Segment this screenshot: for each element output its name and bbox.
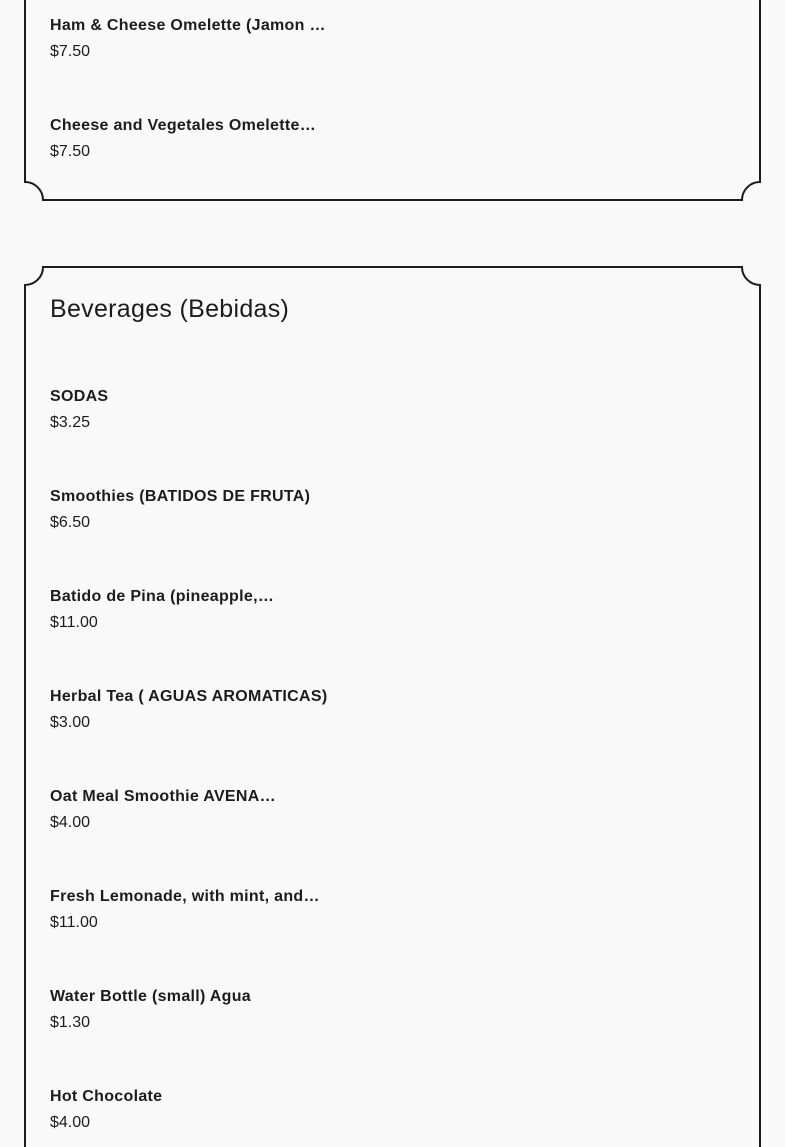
menu-item-price: $11.00 <box>50 914 98 931</box>
menu-item-price: $11.00 <box>50 614 98 631</box>
menu-item-price: $7.50 <box>50 143 91 160</box>
menu-item-price: $4.00 <box>50 814 91 831</box>
menu-item-name[interactable]: Batido de Pina (pineapple,… <box>50 588 275 605</box>
menu-item-name[interactable]: Fresh Lemonade, with mint, and… <box>50 888 320 905</box>
menu-item-name[interactable]: Hot Chocolate <box>50 1088 163 1105</box>
menu-item[interactable] <box>50 387 370 433</box>
menu-item[interactable] <box>50 116 370 162</box>
menu-item-name[interactable]: Herbal Tea ( AGUAS AROMATICAS) <box>50 688 328 705</box>
menu-item[interactable] <box>50 587 370 633</box>
menu-item-price: $7.50 <box>50 43 91 60</box>
menu-section-breakfast <box>25 0 760 202</box>
menu-item[interactable] <box>50 487 370 533</box>
menu-item-name[interactable]: Smoothies (BATIDOS DE FRUTA) <box>50 488 311 505</box>
menu-item-price: $1.30 <box>50 1014 91 1031</box>
menu-section-beverages <box>25 266 760 1147</box>
menu-item-price: $3.25 <box>50 414 91 431</box>
menu-item[interactable] <box>50 987 370 1033</box>
menu-item[interactable] <box>50 1087 370 1133</box>
section-title: Beverages (Bebidas) <box>50 295 290 323</box>
menu-item-name[interactable]: SODAS <box>50 388 109 405</box>
menu-item[interactable] <box>50 16 370 62</box>
menu-item-name[interactable]: Cheese and Vegetales Omelette… <box>50 117 316 134</box>
menu-item[interactable] <box>50 787 370 833</box>
menu-item-price: $6.50 <box>50 514 91 531</box>
menu-item[interactable] <box>50 687 370 733</box>
menu-item-price: $3.00 <box>50 714 91 731</box>
menu-item[interactable] <box>50 887 370 933</box>
menu-item-price: $4.00 <box>50 1114 91 1131</box>
menu-item-name[interactable]: Ham & Cheese Omelette (Jamon … <box>50 17 326 34</box>
menu-item-name[interactable]: Water Bottle (small) Agua <box>50 988 251 1005</box>
menu-item-name[interactable]: Oat Meal Smoothie AVENA… <box>50 788 276 805</box>
